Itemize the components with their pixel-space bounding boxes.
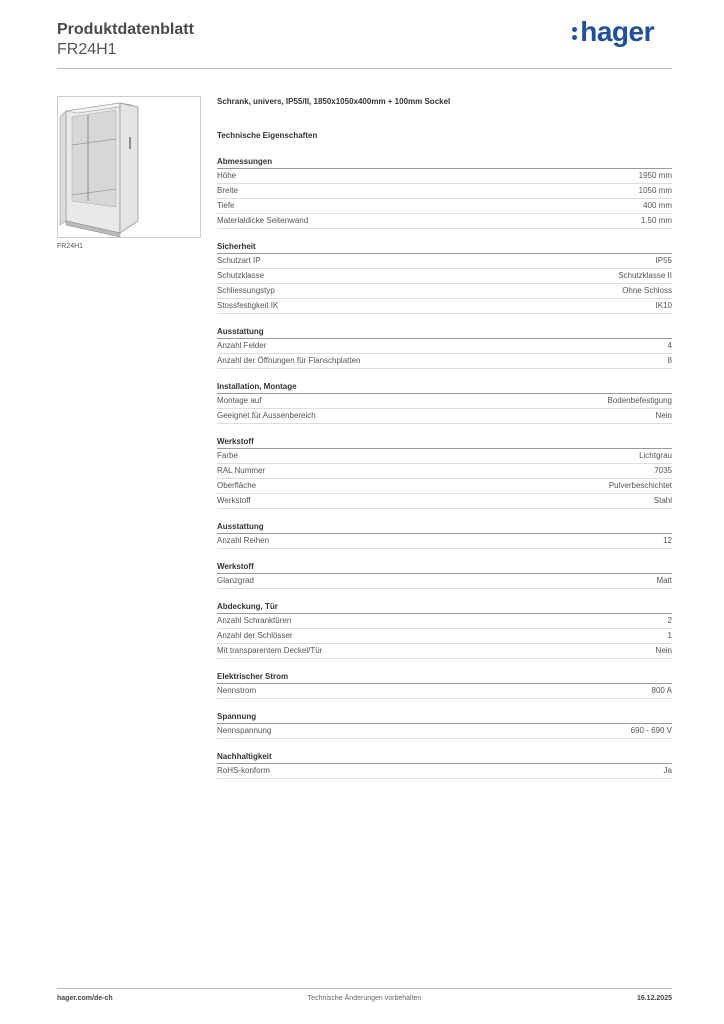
property-row (217, 449, 672, 464)
property-value: Nein (655, 411, 672, 420)
property-row (217, 479, 672, 494)
footer-website: hager.com/de-ch (57, 995, 113, 1002)
property-section (217, 601, 672, 659)
property-row (217, 534, 672, 549)
section-title: Ausstattung (217, 521, 672, 534)
datasheet-content (217, 96, 672, 779)
property-value: Matt (656, 576, 672, 585)
section-title: Elektrischer Strom (217, 671, 672, 684)
property-label: Glanzgrad (217, 576, 254, 585)
section-title: Spannung (217, 711, 672, 724)
property-section (217, 156, 672, 229)
property-label: Anzahl Felder (217, 341, 267, 350)
property-label: Stossfestigkeit IK (217, 301, 279, 310)
properties-sections (217, 156, 672, 779)
cabinet-illustration-icon (58, 97, 200, 237)
property-value: 4 (667, 341, 672, 350)
section-title: Ausstattung (217, 326, 672, 339)
property-label: Anzahl der Öffnungen für Flanschplatten (217, 356, 361, 365)
document-title: Produktdatenblatt (57, 21, 194, 38)
property-section (217, 751, 672, 779)
section-title: Installation, Montage (217, 381, 672, 394)
property-label: Farbe (217, 451, 238, 460)
property-row (217, 394, 672, 409)
property-section (217, 561, 672, 589)
property-value: Nein (655, 646, 672, 655)
property-value: 400 mm (643, 201, 672, 210)
property-value: 12 (663, 536, 672, 545)
property-label: RAL Nummer (217, 466, 266, 475)
property-value: 690 - 690 V (630, 726, 672, 735)
product-image-caption: FR24H1 (57, 243, 84, 250)
property-value: Lichtgrau (639, 451, 672, 460)
property-value: 1 (667, 631, 672, 640)
technical-properties-title: Technische Eigenschaften (217, 131, 318, 140)
logo-text: hager (580, 16, 654, 47)
property-value: Ja (663, 766, 672, 775)
property-value: IK10 (655, 301, 672, 310)
property-value: 2 (667, 616, 672, 625)
property-row (217, 409, 672, 424)
property-row (217, 764, 672, 779)
property-row (217, 724, 672, 739)
section-title: Sicherheit (217, 241, 672, 254)
property-label: Geeignet für Aussenbereich (217, 411, 316, 420)
property-value: 800 A (651, 686, 672, 695)
property-value: Pulverbeschichtet (608, 481, 672, 490)
property-label: Anzahl der Schlösser (217, 631, 293, 640)
property-value: 1.50 mm (640, 216, 672, 225)
section-title: Werkstoff (217, 436, 672, 449)
product-description: Schrank, univers, IP55/II, 1850x1050x400mm + 100mm Sockel (217, 97, 451, 106)
property-row (217, 574, 672, 589)
property-label: Materialdicke Seitenwand (217, 216, 309, 225)
property-value: 7035 (654, 466, 672, 475)
property-section (217, 521, 672, 549)
product-code: FR24H1 (57, 41, 117, 58)
property-value: Schutzklasse II (618, 271, 672, 280)
property-row (217, 339, 672, 354)
property-value: Ohne Schloss (622, 286, 672, 295)
property-section (217, 711, 672, 739)
property-value: IP55 (655, 256, 672, 265)
property-row (217, 354, 672, 369)
property-label: Anzahl Schranktüren (217, 616, 292, 625)
property-row (217, 614, 672, 629)
property-row (217, 629, 672, 644)
property-row (217, 214, 672, 229)
property-label: Schutzart IP (217, 256, 261, 265)
property-row (217, 644, 672, 659)
property-label: Mit transparentem Deckel/Tür (217, 646, 323, 655)
property-row (217, 494, 672, 509)
logo-dots-icon (572, 24, 578, 43)
property-label: Schliessungstyp (217, 286, 275, 295)
header-divider (57, 68, 672, 69)
section-title: Werkstoff (217, 561, 672, 574)
property-label: Nennspannung (217, 726, 272, 735)
property-row (217, 169, 672, 184)
footer-divider (57, 988, 672, 989)
property-value: Stahl (653, 496, 672, 505)
property-row (217, 184, 672, 199)
property-label: Schutzklasse (217, 271, 265, 280)
property-label: Tiefe (217, 201, 235, 210)
product-image-frame (57, 96, 201, 238)
footer-date: 16.12.2025 (636, 995, 672, 1002)
property-row (217, 299, 672, 314)
footer-note: Technische Änderungen vorbehalten (307, 995, 422, 1002)
hager-logo (572, 16, 654, 48)
property-label: Anzahl Reihen (217, 536, 270, 545)
property-row (217, 284, 672, 299)
property-value: Bodenbefestigung (607, 396, 672, 405)
property-value: 1050 mm (638, 186, 672, 195)
property-section (217, 436, 672, 509)
property-label: Nennstrom (217, 686, 257, 695)
property-row (217, 254, 672, 269)
section-title: Nachhaltigkeit (217, 751, 672, 764)
property-section (217, 326, 672, 369)
property-label: Werkstoff (217, 496, 251, 505)
property-label: Montage auf (217, 396, 262, 405)
property-section (217, 671, 672, 699)
document-header (57, 20, 194, 60)
property-row (217, 684, 672, 699)
property-row (217, 199, 672, 214)
section-title: Abdeckung, Tür (217, 601, 672, 614)
property-row (217, 464, 672, 479)
property-label: Oberfläche (217, 481, 257, 490)
property-label: RoHS-konform (217, 766, 270, 775)
property-row (217, 269, 672, 284)
property-label: Breite (217, 186, 238, 195)
property-value: 1950 mm (638, 171, 672, 180)
section-title: Abmessungen (217, 156, 672, 169)
property-section (217, 241, 672, 314)
property-label: Höhe (217, 171, 237, 180)
property-value: 8 (667, 356, 672, 365)
property-section (217, 381, 672, 424)
